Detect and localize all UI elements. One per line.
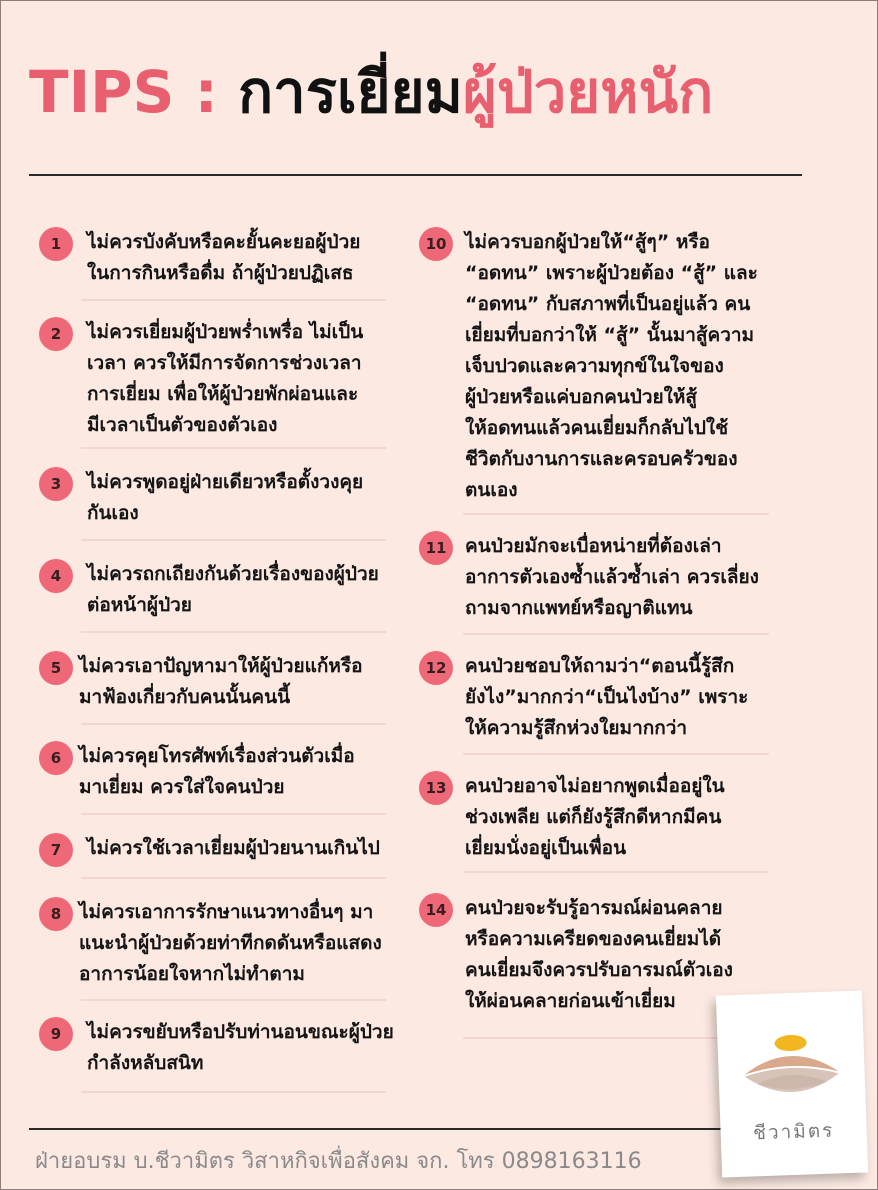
tip-divider: [81, 1091, 386, 1093]
tip-text: ไม่ควรขยับหรือปรับท่านอนขณะผู้ป่วย กำลังหลับสนิท: [87, 1021, 394, 1074]
title-part-pink: ผู้ป่วยหนัก: [462, 58, 714, 126]
tip-divider: [81, 539, 386, 541]
tip-number-badge: 14: [419, 893, 453, 927]
footer-contact: ฝ่ายอบรม บ.ชีวามิตร วิสาหกิจเพื่อสังคม จก. โทร 0898163116: [35, 1149, 642, 1174]
footer-divider: [29, 1128, 729, 1130]
tip-divider: [463, 633, 769, 635]
tip-number-badge: 7: [39, 833, 73, 867]
tip-text: ไม่ควรคุยโทรศัพท์เรื่องส่วนตัวเมื่อ มาเยี่ยม ควรใส่ใจคนป่วย: [79, 745, 355, 798]
tip-number-badge: 6: [39, 741, 73, 775]
tip-text: ไม่ควรเยี่ยมผู้ป่วยพร่ำเพรื่อ ไม่เป็น เวลา ควรให้มีการจัดการช่วงเวลา การเยี่ยม เพื่อให้ผู้ป่วยพักผ่อนและ มีเวลาเป็นตัวของตัวเอง: [87, 321, 364, 436]
tip-divider: [81, 723, 386, 725]
tip-text: คนป่วยจะรับรู้อารมณ์ผ่อนคลาย หรือความเครียดของคนเยี่ยมได้ คนเยี่ยมจึงควรปรับอารมณ์ตัวเอง ให้ผ่อนคลายก่อนเข้าเยี่ยม: [465, 897, 733, 1012]
tip-number-badge: 3: [39, 467, 73, 501]
tip-number-badge: 10: [419, 227, 453, 261]
tip-text: ไม่ควรใช้เวลาเยี่ยมผู้ป่วยนานเกินไป: [87, 837, 380, 859]
tip-divider: [81, 447, 386, 449]
tip-divider: [463, 1037, 719, 1039]
tip-divider: [81, 999, 386, 1001]
tip-text: ไม่ควรถกเถียงกันด้วยเรื่องของผู้ป่วย ต่อหน้าผู้ป่วย: [87, 563, 379, 616]
logo-name: ชีวามิตร: [752, 1119, 835, 1145]
title-prefix: TIPS :: [29, 58, 239, 126]
tip-divider: [463, 871, 769, 873]
tip-divider: [463, 753, 769, 755]
tip-number-badge: 11: [419, 531, 453, 565]
tip-text: ไม่ควรบอกผู้ป่วยให้“สู้ๆ” หรือ “อดทน” เพราะผู้ป่วยต้อง “สู้” และ “อดทน” กับสภาพที่เป็นอยู่แล้ว คน เยี่ยมที่บอกว่าให้ “สู้” นั้นมาสู้ความ เจ็บปวดและความทุกข์ในใจของ ผู้ป่วยหรือแค่บอกคนป่วยให้สู้ ให้อดทนแล้วคนเยี่ยมก็กลับไปใช้ ชีวิตกับงานการและครอบครัวของ ตนเอง: [465, 231, 758, 501]
tip-divider: [81, 813, 386, 815]
tip-number-badge: 1: [39, 227, 73, 261]
tip-number-badge: 13: [419, 771, 453, 805]
tip-text: ไม่ควรเอาการรักษาแนวทางอื่นๆ มา แนะนำผู้ป่วยด้วยท่าทีกดดันหรือแสดง อาการน้อยใจหากไม่ทำตาม: [79, 901, 382, 985]
tip-divider: [81, 299, 386, 301]
page-title: [29, 58, 714, 126]
tip-text: ไม่ควรบังคับหรือคะยั้นคะยอผู้ป่วย ในการกินหรือดื่ม ถ้าผู้ป่วยปฏิเสธ: [87, 231, 361, 284]
tip-text: คนป่วยอาจไม่อยากพูดเมื่ออยู่ใน ช่วงเพลีย แต่ก็ยังรู้สึกดีหากมีคน เยี่ยมนั่งอยู่เป็นเพื่อน: [465, 775, 725, 859]
tip-number-badge: 9: [39, 1017, 73, 1051]
tip-text: คนป่วยชอบให้ถามว่า“ตอนนี้รู้สึก ยังไง”มากกว่า“เป็นไงบ้าง” เพราะ ให้ความรู้สึกห่วงใยมากกว่า: [465, 655, 749, 739]
tip-divider: [463, 513, 769, 515]
tip-number-badge: 2: [39, 317, 73, 351]
tip-text: คนป่วยมักจะเบื่อหน่ายที่ต้องเล่า อาการตัวเองซ้ำแล้วซ้ำเล่า ควรเลี่ยง ถามจากแพทย์หรือญาติแทน: [465, 535, 759, 619]
tip-divider: [81, 877, 386, 879]
title-divider: [29, 174, 802, 176]
tip-number-badge: 5: [39, 651, 73, 685]
chivamitra-logo-icon: [737, 1029, 846, 1113]
tip-number-badge: 12: [419, 651, 453, 685]
tip-text: ไม่ควรพูดอยู่ฝ่ายเดียวหรือตั้งวงคุย กันเอง: [87, 471, 364, 524]
tip-number-badge: 8: [39, 897, 73, 931]
tip-text: ไม่ควรเอาปัญหามาให้ผู้ป่วยแก้หรือ มาฟ้องเกี่ยวกับคนนั้นคนนี้: [79, 655, 363, 708]
title-part-black: การเยี่ยม: [238, 58, 463, 126]
tip-number-badge: 4: [39, 559, 73, 593]
tip-divider: [81, 631, 386, 633]
logo-card: [716, 991, 868, 1178]
